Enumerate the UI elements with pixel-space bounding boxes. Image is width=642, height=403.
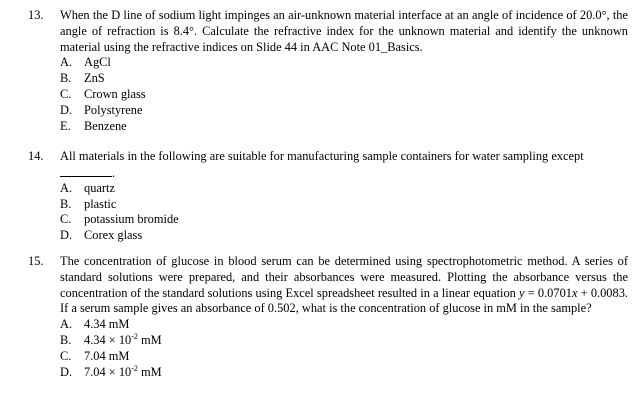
option-text: potassium bromide	[84, 212, 179, 227]
option-value: 7.04 × 10	[84, 364, 132, 379]
option-text: ZnS	[84, 71, 105, 86]
option-text: Polystyrene	[84, 102, 143, 117]
option-text: Crown glass	[84, 86, 146, 101]
option-text	[84, 333, 162, 349]
option-b	[60, 197, 628, 213]
option-c	[60, 87, 628, 103]
option-letter: D.	[60, 102, 73, 117]
option-e	[60, 119, 628, 135]
option-letter: A.	[60, 180, 73, 195]
option-d	[60, 103, 628, 119]
option-a	[60, 317, 628, 333]
option-b	[60, 333, 628, 349]
option-value: 4.34 mM	[84, 317, 130, 332]
option-letter: A.	[60, 55, 73, 70]
question-text: When the D line of sodium light impinges an air-unknown material interface at an angle of incidence of 20.0°, the angle of refraction is 8.4°. Calculate the refractive index for the unknown material and identify the unknown material using the refractive indices on Slide 44 in AAC Note 01_Basics.	[60, 8, 628, 54]
option-letter: E.	[60, 118, 71, 133]
option-d	[60, 365, 628, 381]
option-a	[60, 55, 628, 71]
option-text: AgCl	[84, 55, 111, 70]
question-15	[28, 254, 628, 380]
question-text	[60, 149, 628, 165]
option-letter: A.	[60, 317, 73, 332]
option-d	[60, 228, 628, 244]
option-unit: mM	[137, 332, 162, 347]
option-text: Corex glass	[84, 228, 143, 243]
question-number: 15.	[28, 254, 44, 268]
option-letter: D.	[60, 228, 73, 243]
equation-coefficient: = 0.0701	[524, 285, 572, 300]
option-value: 7.04 mM	[84, 348, 130, 363]
option-text: Benzene	[84, 118, 127, 133]
option-c	[60, 212, 628, 228]
question-14	[28, 149, 628, 244]
option-letter: B.	[60, 196, 72, 211]
equation-x: x	[571, 285, 578, 300]
option-text	[84, 365, 162, 381]
option-letter: C.	[60, 212, 72, 227]
answer-options	[60, 317, 628, 380]
equation-y: y	[519, 285, 525, 300]
question-number: 13.	[28, 8, 44, 22]
blank-terminator: .	[112, 165, 116, 180]
option-text	[84, 349, 129, 365]
question-text-part2: + 0.0083. If a serum sample gives an absorbance of 0.502, what is the concentration of glucose in mM in the sample?	[60, 285, 628, 316]
option-exponent: -2	[131, 331, 138, 341]
question-text	[60, 254, 628, 317]
option-letter: C.	[60, 86, 72, 101]
question-13	[28, 8, 628, 134]
option-a	[60, 181, 628, 197]
answer-blank-line	[60, 165, 628, 181]
option-letter: C.	[60, 348, 72, 363]
answer-options	[60, 181, 628, 244]
option-letter: B.	[60, 332, 72, 347]
question-number: 14.	[28, 149, 44, 163]
answer-options	[60, 55, 628, 134]
option-letter: B.	[60, 71, 72, 86]
option-text	[84, 317, 129, 333]
answer-blank	[60, 165, 112, 177]
option-c	[60, 349, 628, 365]
option-letter: D.	[60, 364, 73, 379]
option-unit: mM	[137, 364, 162, 379]
option-b	[60, 71, 628, 87]
question-text-part1: The concentration of glucose in blood serum can be determined using spectrophotometric method. A series of standard solutions were prepared, and their absorbances were measured. Plotting the absorbance versus the concentration of the standard solutions using Excel spreadsheet resulted in a linear equation	[60, 254, 628, 300]
option-text: quartz	[84, 180, 115, 195]
option-exponent: -2	[131, 363, 138, 373]
question-text-body: All materials in the following are suitable for manufacturing sample containers for water sampling except	[60, 149, 584, 163]
option-value: 4.34 × 10	[84, 332, 132, 347]
option-text: plastic	[84, 196, 117, 211]
